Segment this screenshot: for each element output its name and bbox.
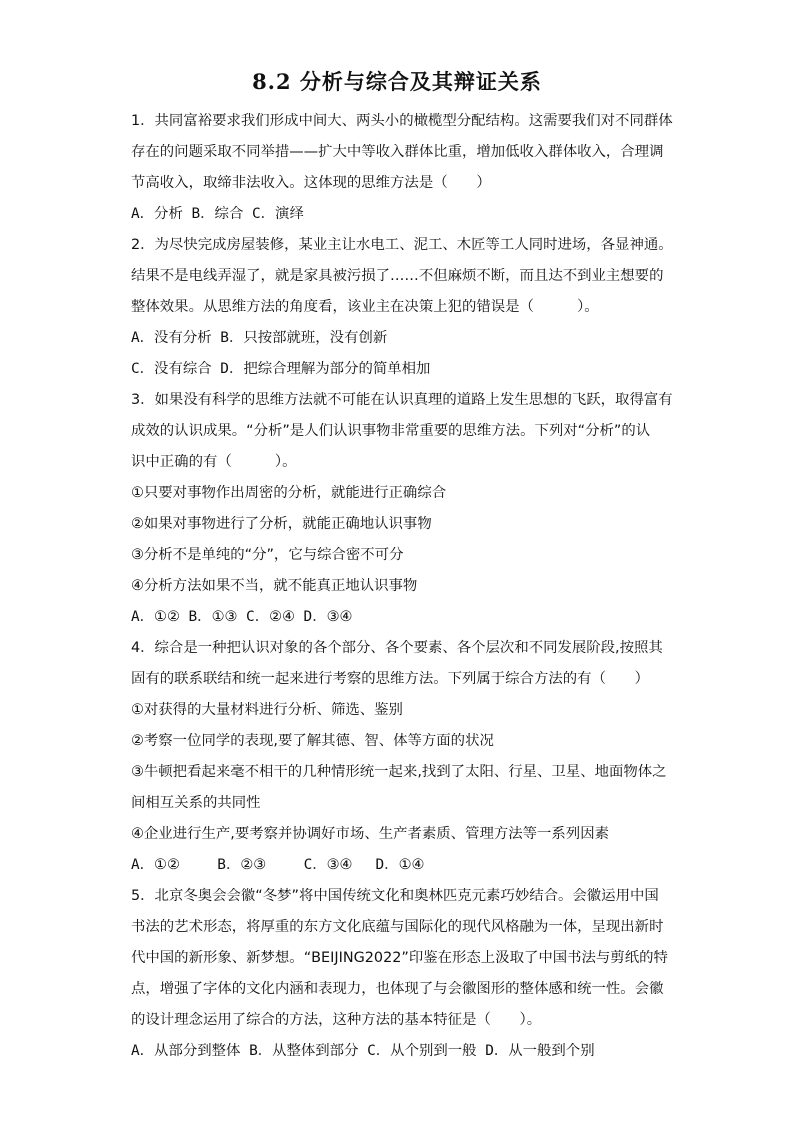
q3-text-line-2: 成效的认识成果。“分析”是人们认识事物非常重要的思维方法。下列对“分析”的认	[131, 423, 651, 439]
q4-text-line-1: 4．综合是一种把认识对象的各个部分、各个要素、各个层次和不同发展阶段,按照其	[131, 640, 663, 656]
q5-text-line-1: 5．北京冬奥会会徽“冬梦”将中国传统文化和奥林匹克元素巧妙结合。会徽运用中国	[131, 888, 659, 904]
q2-options-line-2: C．没有综合 D．把综合理解为部分的简单相加	[131, 361, 431, 377]
q2-text-line-1: 2．为尽快完成房屋装修，某业主让水电工、泥工、木匠等工人同时进场，各显神通。	[131, 237, 673, 253]
q2-text-line-3: 整体效果。从思维方法的角度看，该业主在决策上犯的错误是（ ）。	[131, 299, 599, 315]
q5-text-line-2: 书法的艺术形态，将厚重的东方文化底蕴与国际化的现代风格融为一体，呈现出新时	[131, 919, 664, 935]
q3-options: A．①② B．①③ C．②④ D．③④	[131, 609, 353, 625]
q2-text-line-2: 结果不是电线弄湿了，就是家具被污损了……不但麻烦不断，而且达不到业主想要的	[131, 268, 664, 284]
q1-text-line-3: 节高收入，取缔非法收入。这体现的思维方法是（ ）	[131, 175, 491, 191]
q3-statement-3: ③分析不是单纯的“分”，它与综合密不可分	[131, 547, 404, 563]
q3-statement-1: ①只要对事物作出周密的分析，就能进行正确综合	[131, 485, 447, 501]
q2-options-line-1: A．没有分析 B．只按部就班，没有创新	[131, 330, 388, 346]
page-title: 8.2 分析与综合及其辩证关系	[252, 69, 542, 94]
q4-statement-3-line-2: 间相互关系的共同性	[131, 795, 261, 811]
q5-options: A．从部分到整体 B．从整体到部分 C．从个别到一般 D．从一般到个别	[131, 1043, 595, 1059]
q4-text-line-2: 固有的联系联结和统一起来进行考察的思维方法。下列属于综合方法的有（ ）	[131, 671, 650, 687]
q4-statement-2: ②考察一位同学的表现,要了解其德、智、体等方面的状况	[131, 733, 494, 749]
q1-text-line-2: 存在的问题采取不同举措——扩大中等收入群体比重，增加低收入群体收入，合理调	[131, 144, 664, 160]
q3-text-line-1: 3．如果没有科学的思维方法就不可能在认识真理的道路上发生思想的飞跃，取得富有	[131, 392, 673, 408]
q3-statement-2: ②如果对事物进行了分析，就能正确地认识事物	[131, 516, 432, 532]
q5-text-line-5: 的设计理念运用了综合的方法，这种方法的基本特征是（ ）。	[131, 1012, 542, 1028]
q4-statement-3-line-1: ③牛顿把看起来毫不相干的几种情形统一起来,找到了太阳、行星、卫星、地面物体之	[131, 764, 667, 780]
q1-options: A．分析 B．综合 C．演绎	[131, 206, 304, 222]
q1-text-line-1: 1．共同富裕要求我们形成中间大、两头小的橄榄型分配结构。这需要我们对不同群体	[131, 113, 673, 129]
q3-text-line-3: 识中正确的有（ ）。	[131, 454, 297, 470]
q3-statement-4: ④分析方法如果不当，就不能真正地认识事物	[131, 578, 418, 594]
q4-statement-4: ④企业进行生产,要考察并协调好市场、生产者素质、管理方法等一系列因素	[131, 826, 609, 842]
q4-options: A．①② B．②③ C．③④ D．①④	[131, 857, 425, 873]
q5-text-line-4: 点，增强了字体的文化内涵和表现力，也体现了与会徽图形的整体感和统一性。会徽	[131, 981, 664, 997]
q5-text-line-3: 代中国的新形象、新梦想。“BEIJING2022”印鉴在形态上汲取了中国书法与剪纸的特	[131, 950, 668, 966]
q4-statement-1: ①对获得的大量材料进行分析、筛选、鉴别	[131, 702, 403, 718]
